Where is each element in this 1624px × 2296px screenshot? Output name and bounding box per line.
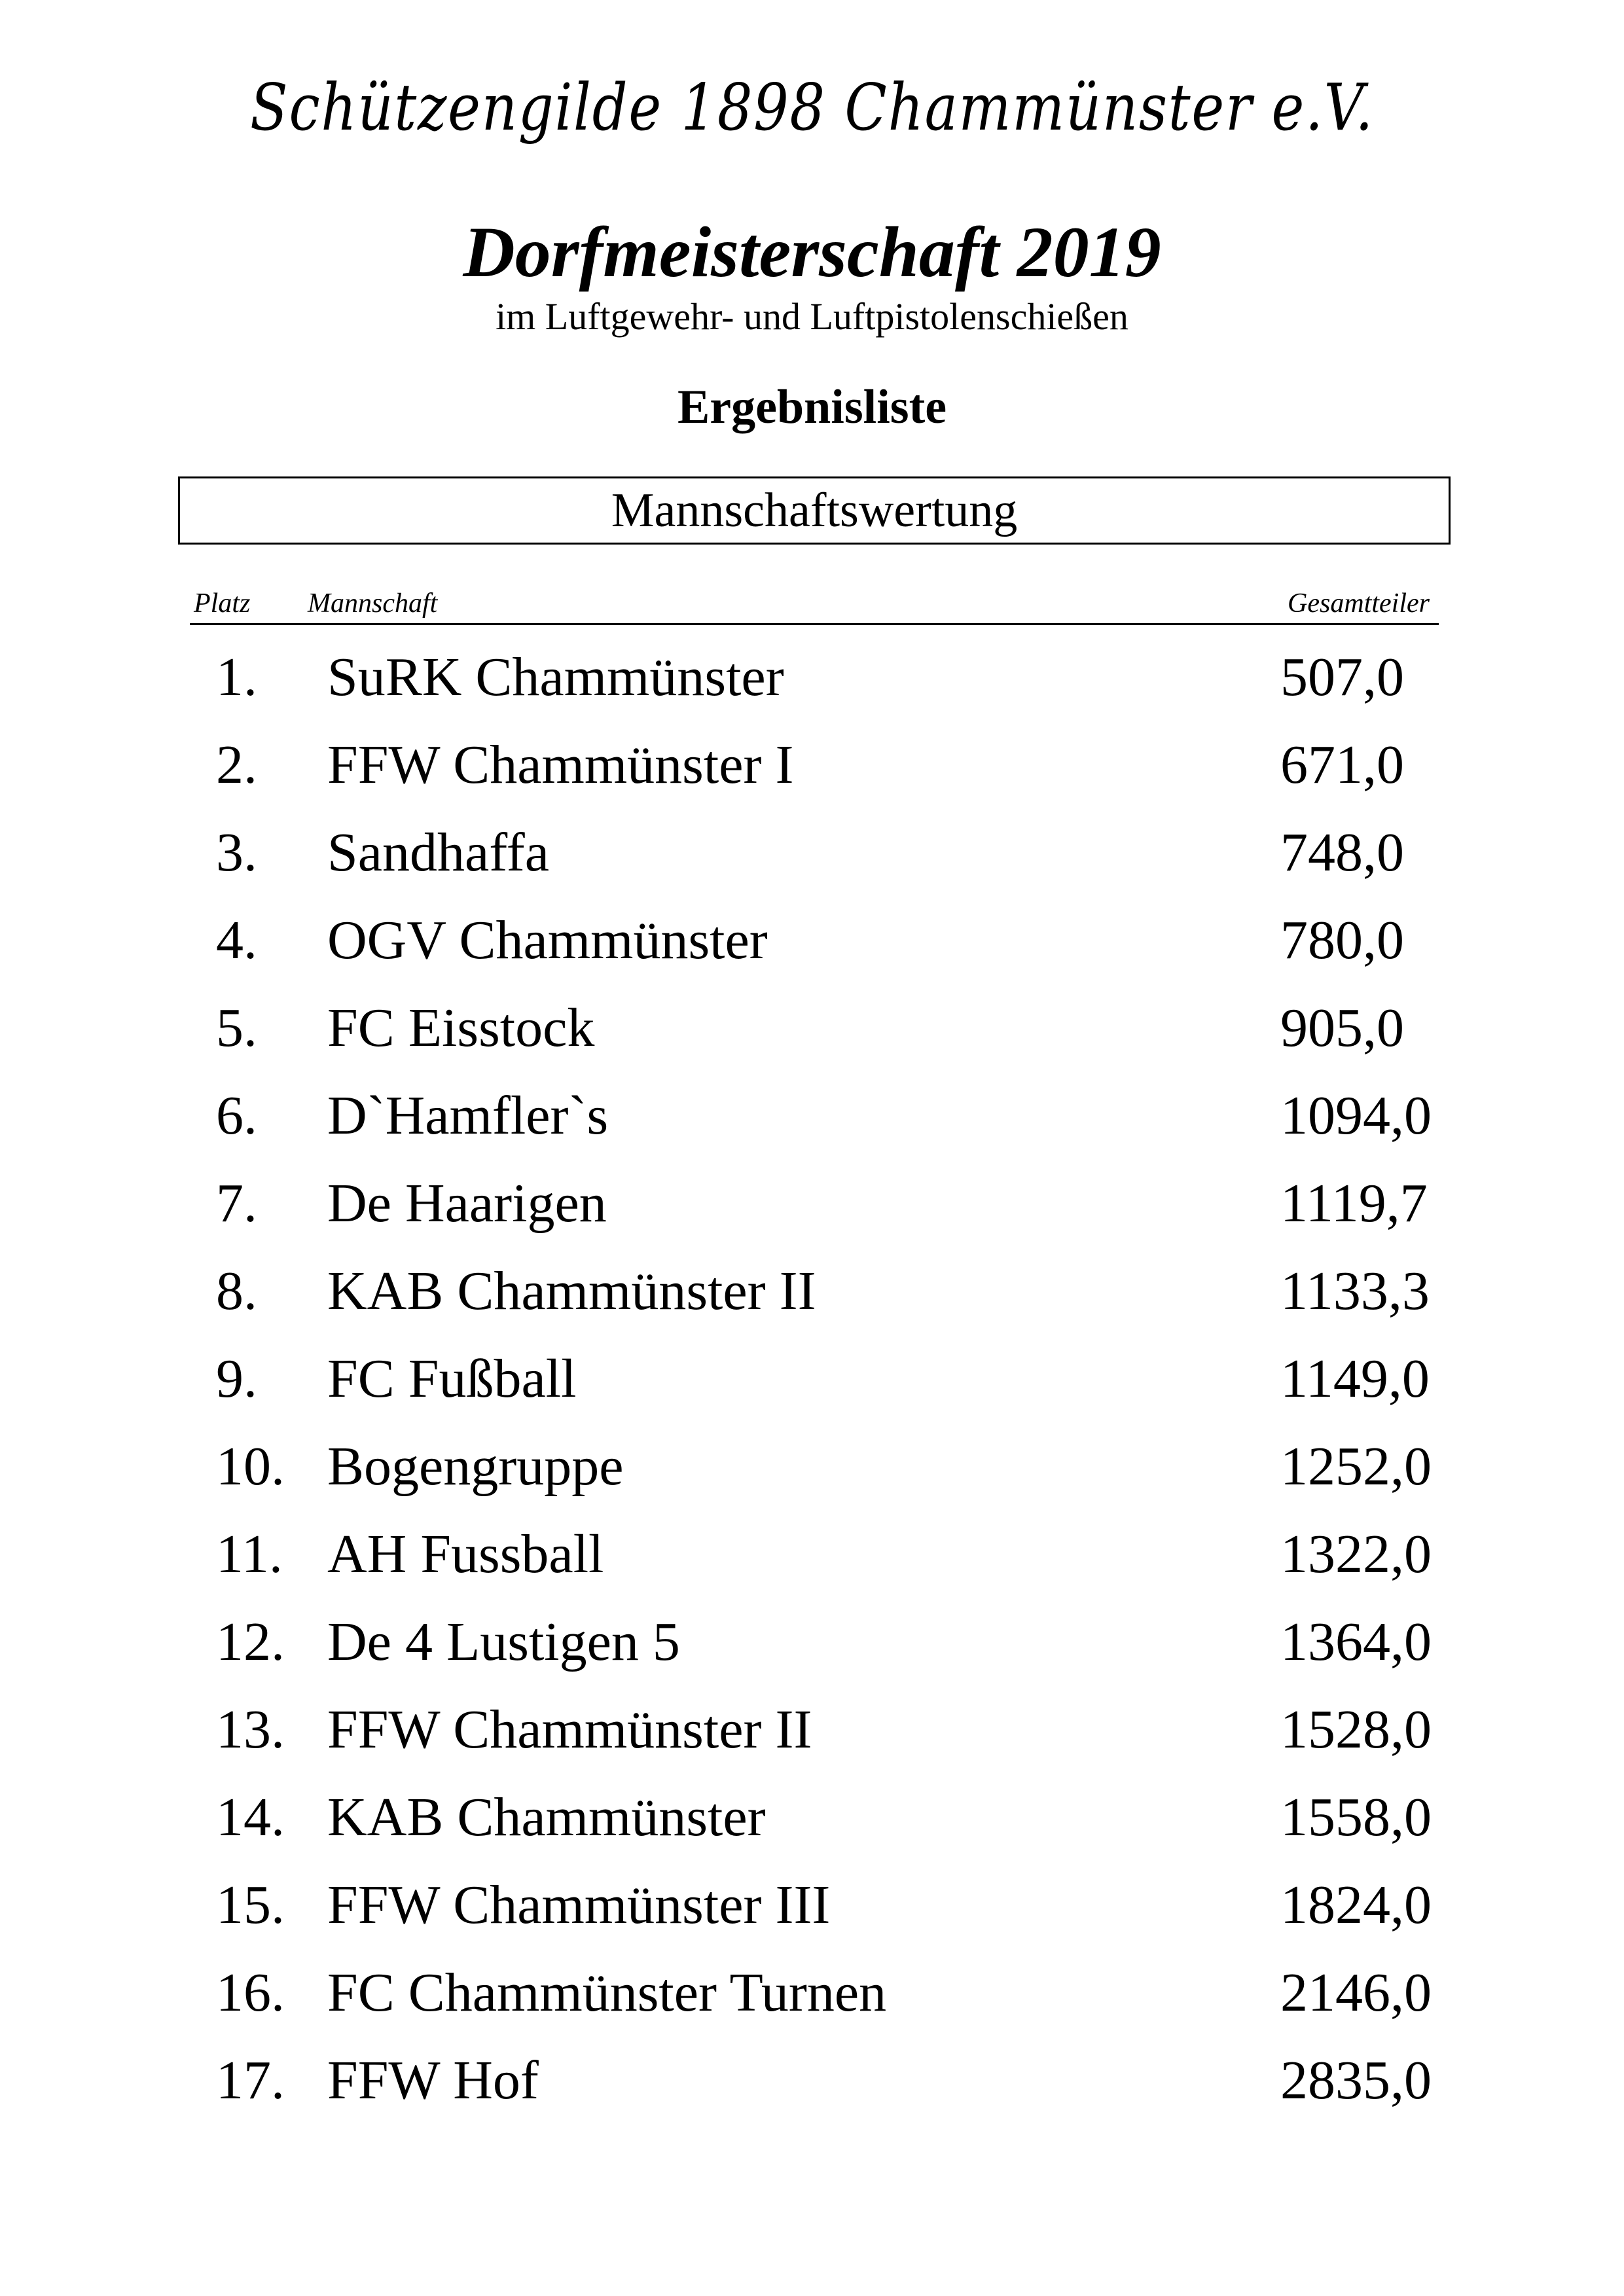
- column-header-team: Mannschaft: [308, 588, 438, 619]
- total-score: 1322,0: [1280, 1524, 1432, 1585]
- rank: 13.: [216, 1699, 285, 1760]
- total-score: 2146,0: [1280, 1962, 1432, 2023]
- total-score: 1149,0: [1280, 1348, 1430, 1409]
- rank: 8.: [216, 1261, 257, 1321]
- total-score: 671,0: [1280, 734, 1404, 795]
- result-row: [0, 1247, 1624, 1335]
- rank: 12.: [216, 1611, 285, 1672]
- rank: 17.: [216, 2050, 285, 2111]
- result-row: [0, 1423, 1624, 1511]
- team-name: FFW Chammünster I: [327, 734, 794, 795]
- total-score: 780,0: [1280, 910, 1404, 971]
- result-row: [0, 634, 1624, 721]
- column-header-place: Platz: [194, 588, 251, 619]
- result-row: [0, 1598, 1624, 1686]
- total-score: 1364,0: [1280, 1611, 1432, 1672]
- results-list-title: Ergebnisliste: [677, 380, 947, 434]
- result-row: [0, 984, 1624, 1072]
- team-name: AH Fussball: [327, 1524, 604, 1585]
- total-score: 1119,7: [1280, 1173, 1428, 1234]
- rank: 14.: [216, 1787, 285, 1848]
- result-row: [0, 1949, 1624, 2037]
- rank: 10.: [216, 1436, 285, 1497]
- result-row: [0, 809, 1624, 897]
- rank: 9.: [216, 1348, 257, 1409]
- event-title: Dorfmeisterschaft 2019: [463, 212, 1161, 292]
- rank: 4.: [216, 910, 257, 971]
- result-row: [0, 1686, 1624, 1774]
- total-score: 1824,0: [1280, 1874, 1432, 1935]
- result-row: [0, 1335, 1624, 1423]
- total-score: 1528,0: [1280, 1699, 1432, 1760]
- club-title: Schützengilde 1898 Chammünster e.V.: [250, 71, 1374, 145]
- result-row: [0, 1861, 1624, 1949]
- rank: 1.: [216, 647, 257, 708]
- team-name: OGV Chammünster: [327, 910, 768, 971]
- rank: 2.: [216, 734, 257, 795]
- total-score: 507,0: [1280, 647, 1404, 708]
- total-score: 748,0: [1280, 822, 1404, 883]
- header-divider: [190, 623, 1439, 625]
- total-score: 1133,3: [1280, 1261, 1430, 1321]
- result-row: [0, 1774, 1624, 1861]
- rank: 7.: [216, 1173, 257, 1234]
- team-name: SuRK Chammünster: [327, 647, 784, 708]
- results-list: [0, 634, 1624, 2125]
- team-name: KAB Chammünster: [327, 1787, 766, 1848]
- result-row: [0, 1160, 1624, 1247]
- total-score: 1252,0: [1280, 1436, 1432, 1497]
- result-row: [0, 1072, 1624, 1160]
- team-name: Sandhaffa: [327, 822, 549, 883]
- team-name: D`Hamfler`s: [327, 1085, 609, 1146]
- result-row: [0, 897, 1624, 984]
- total-score: 2835,0: [1280, 2050, 1432, 2111]
- section-title-box: Mannschaftswertung: [178, 476, 1451, 545]
- total-score: 1558,0: [1280, 1787, 1432, 1848]
- rank: 3.: [216, 822, 257, 883]
- total-score: 1094,0: [1280, 1085, 1432, 1146]
- team-name: Bogengruppe: [327, 1436, 624, 1497]
- result-row: [0, 721, 1624, 809]
- rank: 11.: [216, 1524, 283, 1585]
- team-name: FC Eisstock: [327, 997, 595, 1058]
- event-subtitle: im Luftgewehr- und Luftpistolenschießen: [496, 295, 1128, 338]
- rank: 5.: [216, 997, 257, 1058]
- team-name: FFW Chammünster III: [327, 1874, 831, 1935]
- result-row: [0, 1511, 1624, 1598]
- team-name: De Haarigen: [327, 1173, 607, 1234]
- team-name: FFW Chammünster II: [327, 1699, 812, 1760]
- total-score: 905,0: [1280, 997, 1404, 1058]
- rank: 15.: [216, 1874, 285, 1935]
- result-row: [0, 2037, 1624, 2125]
- column-header-total: Gesamtteiler: [1288, 588, 1430, 619]
- team-name: De 4 Lustigen 5: [327, 1611, 680, 1672]
- team-name: FC Chammünster Turnen: [327, 1962, 887, 2023]
- team-name: KAB Chammünster II: [327, 1261, 816, 1321]
- team-name: FFW Hof: [327, 2050, 539, 2111]
- rank: 16.: [216, 1962, 285, 2023]
- rank: 6.: [216, 1085, 257, 1146]
- team-name: FC Fußball: [327, 1348, 577, 1409]
